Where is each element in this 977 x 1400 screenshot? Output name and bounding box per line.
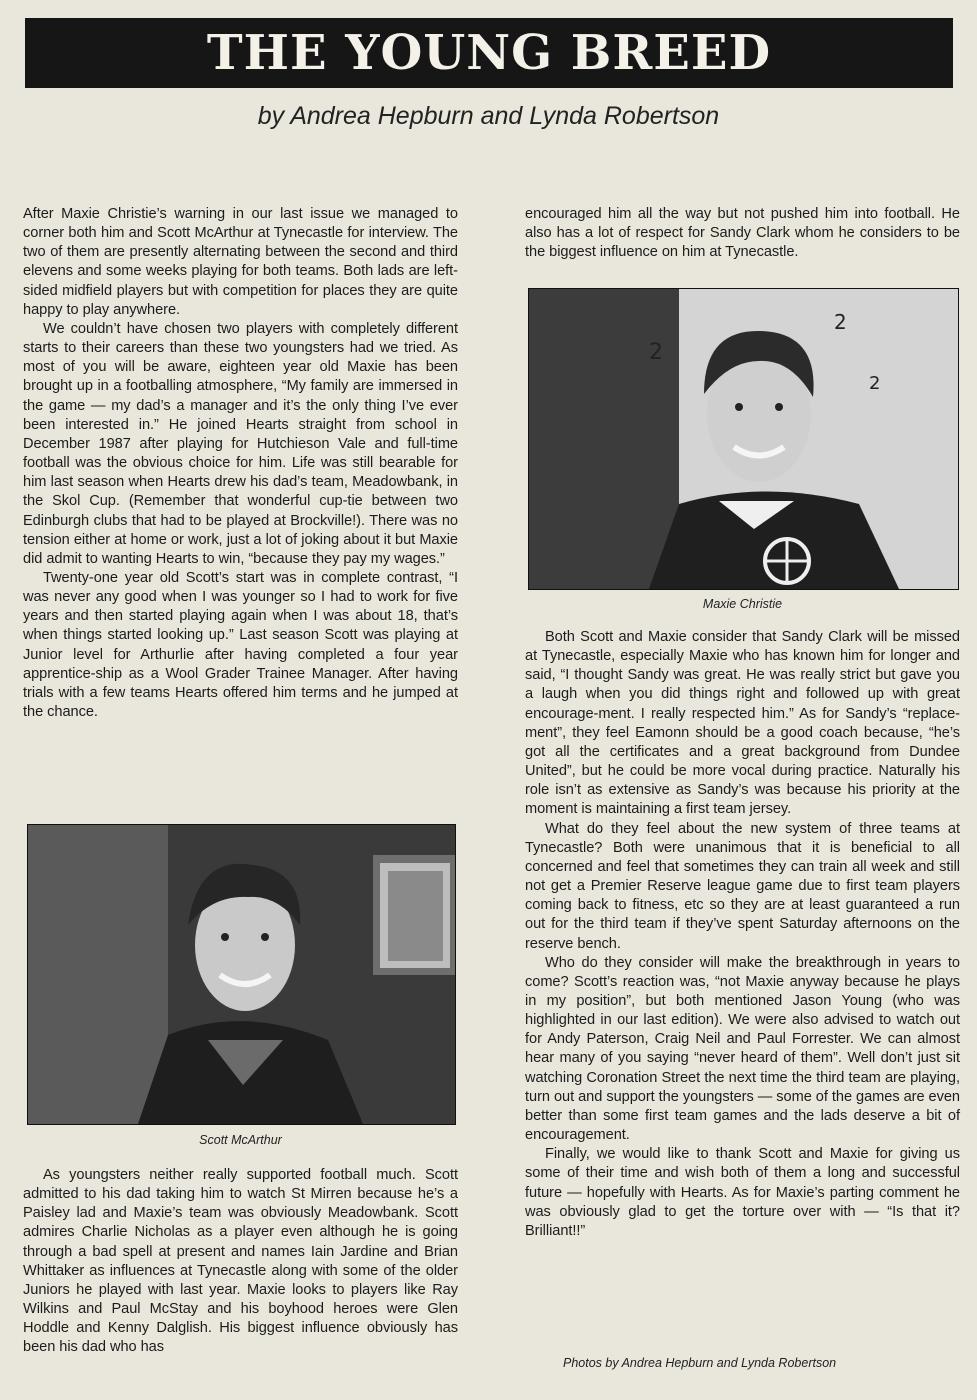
- paragraph: What do they feel about the new system of three teams at Tynecastle? Both were unanimous that it is beneficial to all concerned and feel that sometimes they can train all week and still not get a Premier Reserve league game due to first team players coming back to fitness, etc so they are at least guaranteed a run out for the third team if they’ve spent Saturday afternoons on the reserve bench.: [525, 820, 960, 952]
- left-column-bottom: [23, 1166, 458, 1358]
- caption-scott: Scott McArthur: [199, 1133, 282, 1147]
- paragraph: Twenty-one year old Scott’s start was in complete contrast, “I was never any good when I was younger so I had to work for five years and then started playing again when I was about 18, that’s when things started looking up.” Last season Scott was playing at Junior level for Arthurlie after having completed a four year apprentice-ship as a Wool Grader Trainee Manager. After having trials with a few teams Hearts offered him terms and he jumped at the chance.: [23, 569, 458, 721]
- paragraph: After Maxie Christie’s warning in our last issue we managed to corner both him and Scott McArthur at Tynecastle for interview. The two of them are presently alternating between the second and third elevens and some weeks playing for both teams. Both lads are left-sided midfield players but with competition for places they are quite happy to play anywhere.: [23, 206, 458, 318]
- photo-scott-image: [28, 825, 455, 1124]
- paragraph: encouraged him all the way but not pushed him into football. He also has a lot of respect for Sandy Clark whom he considers to be the biggest influence on him at Tynecastle.: [525, 206, 960, 261]
- paragraph: Finally, we would like to thank Scott and Maxie for giving us some of their time and wish both of them a long and successful future — hopefully with Hearts. As for Maxie’s parting comment he was obviously glad to get the torture over with — “Is that it? Brilliant!!”: [525, 1146, 960, 1239]
- photo-maxie-christie: [528, 288, 959, 590]
- paragraph: We couldn’t have chosen two players with completely different starts to their careers than these two youngsters had we tried. As most of you will be aware, eighteen year old Maxie has been brought up in a footballing atmosphere, “My family are immersed in the game — my dad’s a manager and it’s the only thing I’ve ever been interested in.” He joined Hearts straight from school in December 1987 after playing for Hutchieson Vale and full-time football was the obvious choice for him. Life was still bearable for him last season when Hearts drew his dad’s team, Meadowbank, in the Skol Cup. (Remember that wonderful cup-tie between two Edinburgh clubs that had to be played at Brockville!). There was no tension either at home or work, just a lot of joking about it but Maxie did admit to wanting Hearts to win, “because they pay my wages.”: [23, 320, 458, 567]
- right-column-top: [525, 205, 960, 262]
- article-title: THE YOUNG BREED: [206, 25, 772, 81]
- paragraph: Both Scott and Maxie consider that Sandy Clark will be missed at Tynecastle, especially Maxie who has known him for longer and said, “I thought Sandy was great. He was really strict but gave you a laugh when you did things right and followed up with great encourage-ment. I really respected him.” As for Sandy’s “replace-ment”, they feel Eamonn should be a good coach because, “he’s got all the certificates and a great background from Dundee United”, but he could be more vocal during practice. Naturally his role isn’t as extensive as Sandy’s was because his priority at the moment is maintaining a first team jersey.: [525, 629, 960, 818]
- left-column-top: [23, 205, 458, 722]
- paragraph: Who do they consider will make the breakthrough in years to come? Scott’s reaction was, “not Maxie anyway because he plays in my position”, but both mentioned Jason Young (who was highlighted in our last edition). We were also advised to watch out for Andy Paterson, Craig Neil and Paul Forrester. We can almost hear many of you saying “never heard of them”. Well don’t just sit watching Coronation Street the next time the third team are playing, turn out and support the youngsters — some of the games are even better than some first team games and the lads deserve a bit of encouragement.: [525, 954, 960, 1144]
- photo-scott-mcarthur: [27, 824, 456, 1125]
- caption-maxie: Maxie Christie: [702, 597, 783, 611]
- byline: by Andrea Hepburn and Lynda Robertson: [257, 102, 720, 130]
- svg-text:2: 2: [869, 373, 881, 394]
- photo-credits: Photos by Andrea Hepburn and Lynda Robertson: [563, 1356, 837, 1370]
- right-column-bottom: [525, 628, 960, 1241]
- svg-text:2: 2: [834, 310, 847, 334]
- svg-text:2: 2: [649, 340, 663, 365]
- paragraph: As youngsters neither really supported football much. Scott admitted to his dad taking him to watch St Mirren because he’s a Paisley lad and Maxie’s team was obviously Meadowbank. Scott admires Charlie Nicholas as a player even although he is going through a bad spell at present and names Iain Jardine and Brian Whittaker as influences at Tynecastle along with some of the older Juniors he played with last year. Maxie looks to players like Ray Wilkins and Paul McStay and his boyhood heroes were Glen Hoddle and Kenny Dalglish. His biggest influence obviously has been his dad who has: [23, 1167, 458, 1356]
- photo-maxie-image: [529, 289, 958, 589]
- title-banner: [25, 18, 953, 88]
